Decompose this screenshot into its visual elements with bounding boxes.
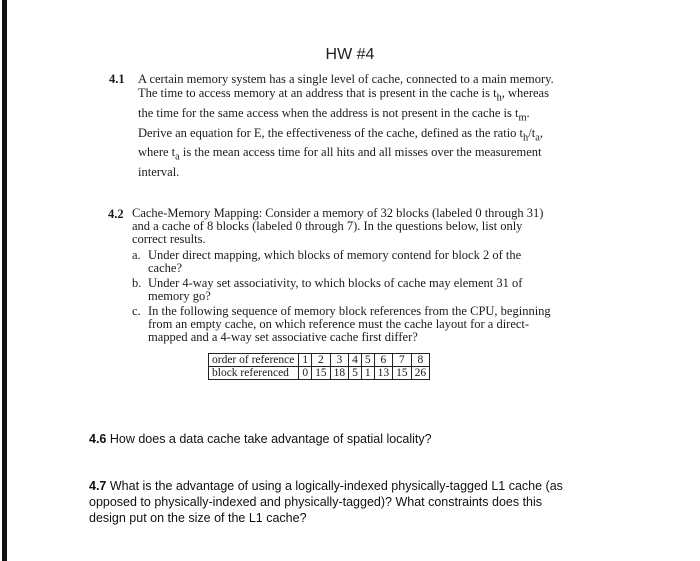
table-cell: 15 (393, 367, 412, 380)
table-cell: 4 (349, 354, 362, 367)
line-text: . (526, 105, 530, 120)
table-row-label: block referenced (209, 367, 299, 380)
question-line (89, 478, 649, 494)
question-4-6 (89, 431, 649, 447)
question-line: A certain memory system has a single level of cache, connected to a main memory. (138, 72, 554, 86)
item-line: mapped and a 4-way set associative cache first differ? (148, 330, 418, 344)
table-cell: 5 (349, 367, 362, 380)
question-number: 4.6 (89, 432, 107, 446)
table-row-label: order of reference (209, 354, 299, 367)
table-cell: 15 (312, 367, 331, 380)
question-4-7 (89, 478, 649, 526)
item-label: c. (132, 304, 141, 318)
line-text: What is the advantage of using a logically-indexed physically-tagged L1 cache (as (109, 479, 563, 493)
reference-table (208, 353, 430, 380)
table-row (209, 354, 430, 367)
table-cell: 6 (374, 354, 393, 367)
line-text: the time for the same access when the address is not present in the cache is t (138, 105, 519, 120)
table-cell: 0 (299, 367, 312, 380)
line-text: where t (138, 145, 176, 160)
subscript: a (535, 132, 540, 144)
question-line: design put on the size of the L1 cache? (89, 511, 307, 525)
line-text: , (539, 125, 543, 140)
question-body (132, 207, 587, 344)
line-text: , whereas (501, 86, 549, 101)
table-cell: 1 (361, 367, 374, 380)
table-cell: 1 (299, 354, 312, 367)
left-border-rule (2, 0, 7, 561)
subscript: m (518, 112, 527, 124)
line-text: is the mean access time for all hits and all misses over the measurement (179, 145, 542, 160)
item-line: In the following sequence of memory block references from the CPU, beginning (148, 304, 551, 318)
item-line: memory go? (148, 289, 211, 303)
list-item (132, 277, 587, 303)
table-cell: 2 (312, 354, 331, 367)
table-cell: 7 (393, 354, 412, 367)
question-text: How does a data cache take advantage of spatial locality? (109, 432, 432, 446)
table-cell: 18 (330, 367, 349, 380)
line-text: Derive an equation for E, the effectiveness of the cache, defined as the ratio t (138, 125, 524, 140)
question-line (138, 126, 588, 146)
question-line: Cache-Memory Mapping: Consider a memory of 32 blocks (labeled 0 through 31) (132, 206, 544, 220)
table-cell: 8 (411, 354, 430, 367)
item-label: b. (132, 276, 142, 290)
question-line (138, 106, 588, 126)
item-line: from an empty cache, on which reference must the cache layout for a direct- (148, 317, 530, 331)
table-cell: 5 (361, 354, 374, 367)
question-line: and a cache of 8 blocks (labeled 0 through 7). In the questions below, list only (132, 219, 523, 233)
page-title: HW #4 (325, 46, 375, 63)
question-line: opposed to physically-indexed and physically-tagged)? What constraints does this (89, 495, 543, 509)
line-text: /t (528, 125, 536, 140)
item-line: Under 4-way set associativity, to which blocks of cache may element 31 of (148, 276, 523, 290)
item-line: cache? (148, 261, 182, 275)
question-line: correct results. (132, 232, 206, 246)
subscript: h (496, 92, 502, 104)
table-cell: 13 (374, 367, 393, 380)
question-number: 4.7 (89, 479, 107, 493)
question-body (138, 72, 588, 179)
list-item (132, 249, 587, 275)
table-row (209, 367, 430, 380)
question-line: interval. (138, 165, 180, 180)
line-text: The time to access memory at an address that is present in the cache is t (138, 86, 497, 101)
question-number: 4.2 (108, 207, 124, 221)
subscript: h (523, 132, 529, 144)
list-item (132, 305, 587, 344)
subscript: a (175, 151, 180, 163)
table-cell: 3 (330, 354, 349, 367)
question-line (138, 145, 588, 165)
item-line: Under direct mapping, which blocks of memory contend for block 2 of the (148, 248, 522, 262)
item-label: a. (132, 248, 141, 262)
question-line (138, 86, 588, 106)
table-cell: 26 (411, 367, 430, 380)
question-number: 4.1 (109, 72, 125, 86)
